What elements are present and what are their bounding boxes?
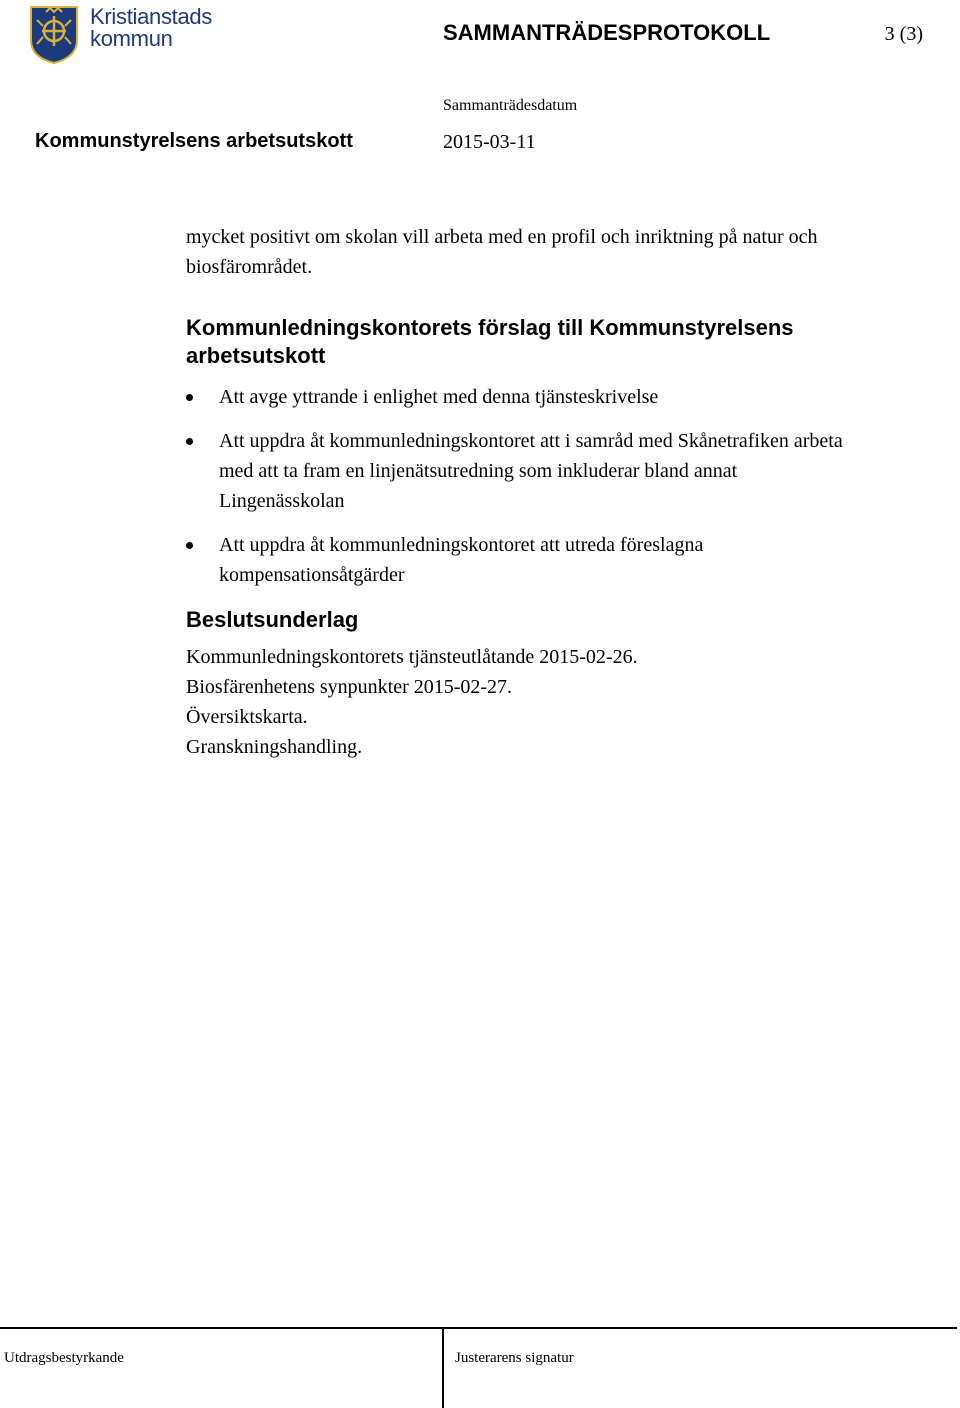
decision-basis-heading: Beslutsunderlag	[186, 607, 359, 632]
bullet-icon	[186, 394, 193, 401]
kristianstad-kommun-logo	[28, 4, 228, 64]
proposal-text: Att avge yttrande i enlighet med denna tjänsteskrivelse	[219, 386, 659, 408]
document-type-title: SAMMANTRÄDESPROTOKOLL	[443, 20, 771, 45]
decision-basis-list	[186, 642, 866, 762]
coat-of-arms-icon	[28, 4, 80, 64]
adjuster-signature-field-label: Justerarens signatur	[455, 1350, 574, 1366]
logo-line-2: kommun	[90, 26, 173, 51]
bullet-icon	[186, 438, 193, 445]
proposal-item	[186, 530, 866, 590]
basis-item: Biosfärenhetens synpunkter 2015-02-27.	[186, 676, 513, 698]
proposal-list	[186, 382, 866, 590]
proposal-text: Att uppdra åt kommunledningskontoret att i samråd med Skånetrafiken arbeta med att ta fram en linjenätsutredning som inkluderar bland annat Lingenässkolan	[219, 430, 843, 512]
proposal-text: Att uppdra åt kommunledningskontoret att utreda föreslagna kompensationsåtgärder	[219, 534, 704, 586]
page-number: 3 (3)	[884, 23, 923, 45]
footer-rule	[0, 1327, 957, 1329]
document-body	[186, 222, 866, 762]
certification-field-label: Utdragsbestyrkande	[4, 1350, 124, 1366]
committee-name: Kommunstyrelsens arbetsutskott	[35, 130, 353, 152]
footer-divider	[442, 1327, 444, 1408]
logo-wordmark	[90, 6, 212, 50]
proposal-heading: Kommunledningskontorets förslag till Kommunstyrelsens arbetsutskott	[186, 315, 794, 368]
meeting-date-value: 2015-03-11	[443, 131, 536, 153]
proposal-item	[186, 426, 866, 516]
intro-paragraph: mycket positivt om skolan vill arbeta med en profil och inriktning på natur och biosfärområdet.	[186, 226, 818, 278]
proposal-item	[186, 382, 866, 412]
logo-line-1: Kristianstads	[90, 4, 213, 29]
meeting-date-label: Sammanträdesdatum	[443, 97, 578, 114]
bullet-icon	[186, 542, 193, 549]
basis-item: Kommunledningskontorets tjänsteutlåtande 2015-02-26.	[186, 646, 638, 668]
basis-item: Granskningshandling.	[186, 736, 363, 758]
basis-item: Översiktskarta.	[186, 706, 308, 728]
